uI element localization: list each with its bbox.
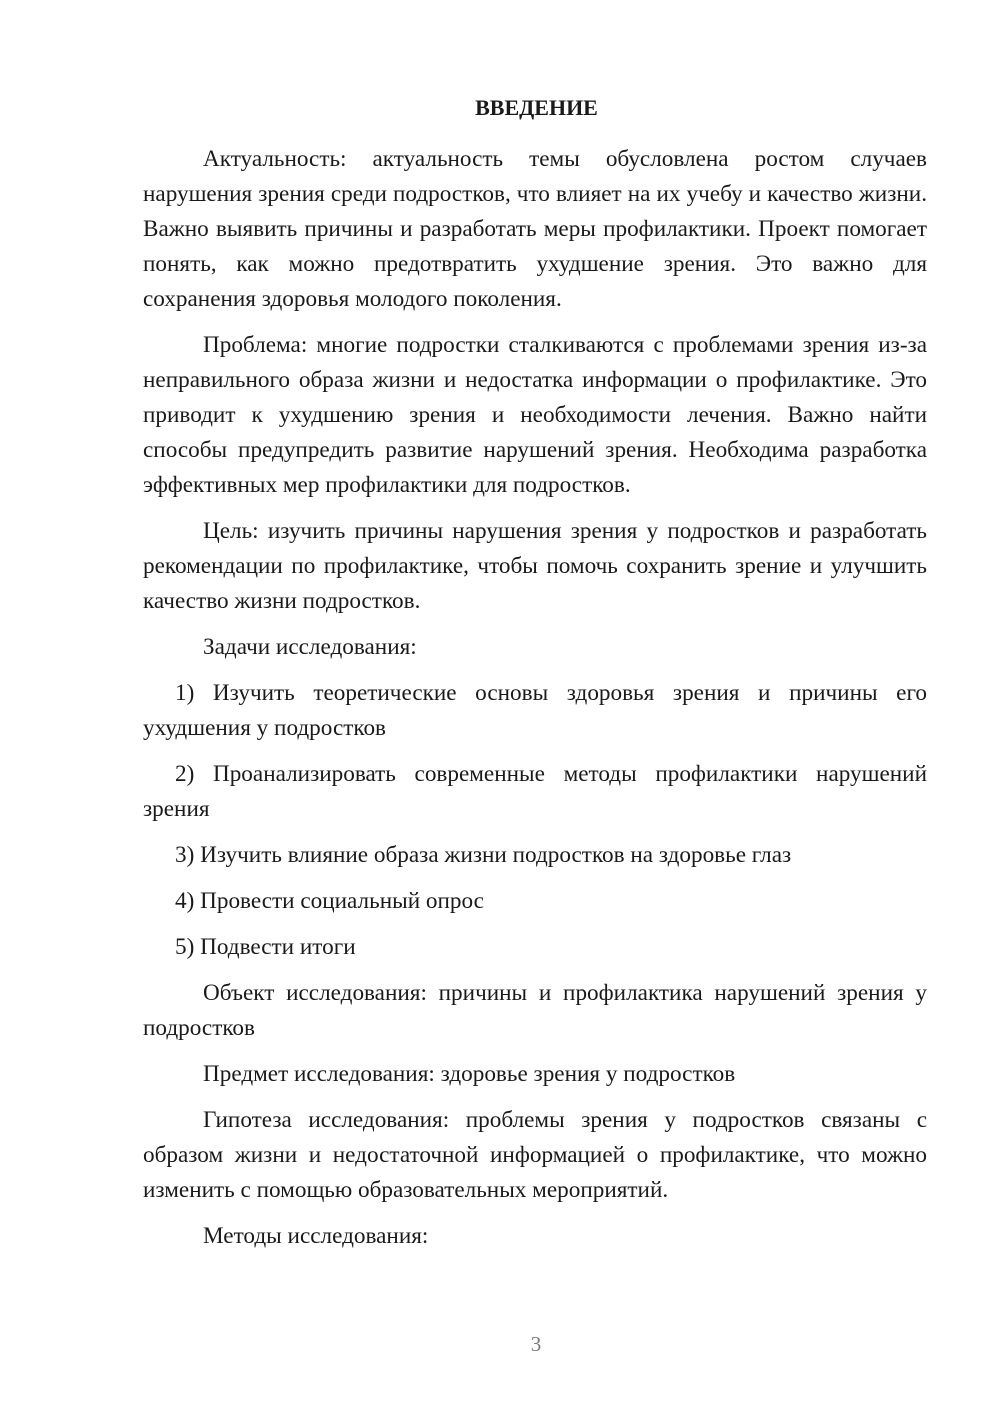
methods-heading: Методы исследования: [203, 1223, 429, 1249]
paragraph-relevance: Актуальность: актуальность темы обусловлена ростом случаев нарушения зрения среди подростков, что влияет на их учебу и качество жизни. Важно выявить причины и разработать меры профилактики. Проект помогает понять, как можно предотвратить ухудшение зрения. Это важно для сохранения здоровья молодого поколения. [143, 146, 927, 312]
task-item-4: 4) Провести социальный опрос [175, 888, 484, 914]
page-number: 3 [530, 1332, 542, 1356]
task-item-1: 1) Изучить теоретические основы здоровья зрения и причины его ухудшения у подростков [143, 680, 927, 741]
paragraph-subject: Предмет исследования: здоровье зрения у подростков [203, 1061, 736, 1087]
paragraph-object: Объект исследования: причины и профилактика нарушений зрения у подростков [143, 980, 927, 1041]
task-item-5: 5) Подвести итоги [175, 934, 356, 960]
paragraph-hypothesis: Гипотеза исследования: проблемы зрения у подростков связаны с образом жизни и недостаточной информацией о профилактике, что можно изменить с помощью образовательных мероприятий. [143, 1107, 927, 1203]
page-content [143, 93, 927, 1265]
paragraph-problem: Проблема: многие подростки сталкиваются с проблемами зрения из-за неправильного образа жизни и недостатка информации о профилактике. Это приводит к ухудшению зрения и необходимости лечения. Важно найти способы предупредить развитие нарушений зрения. Необходима разработка эффективных мер профилактики для подростков. [143, 332, 927, 498]
task-item-3: 3) Изучить влияние образа жизни подростков на здоровье глаз [175, 842, 792, 868]
paragraph-goal: Цель: изучить причины нарушения зрения у подростков и разработать рекомендации по профилактике, чтобы помочь сохранить зрение и улучшить качество жизни подростков. [143, 518, 927, 614]
task-item-2: 2) Проанализировать современные методы профилактики нарушений зрения [143, 761, 927, 822]
tasks-heading: Задачи исследования: [203, 634, 417, 660]
page-title: ВВЕДЕНИЕ [475, 95, 598, 120]
